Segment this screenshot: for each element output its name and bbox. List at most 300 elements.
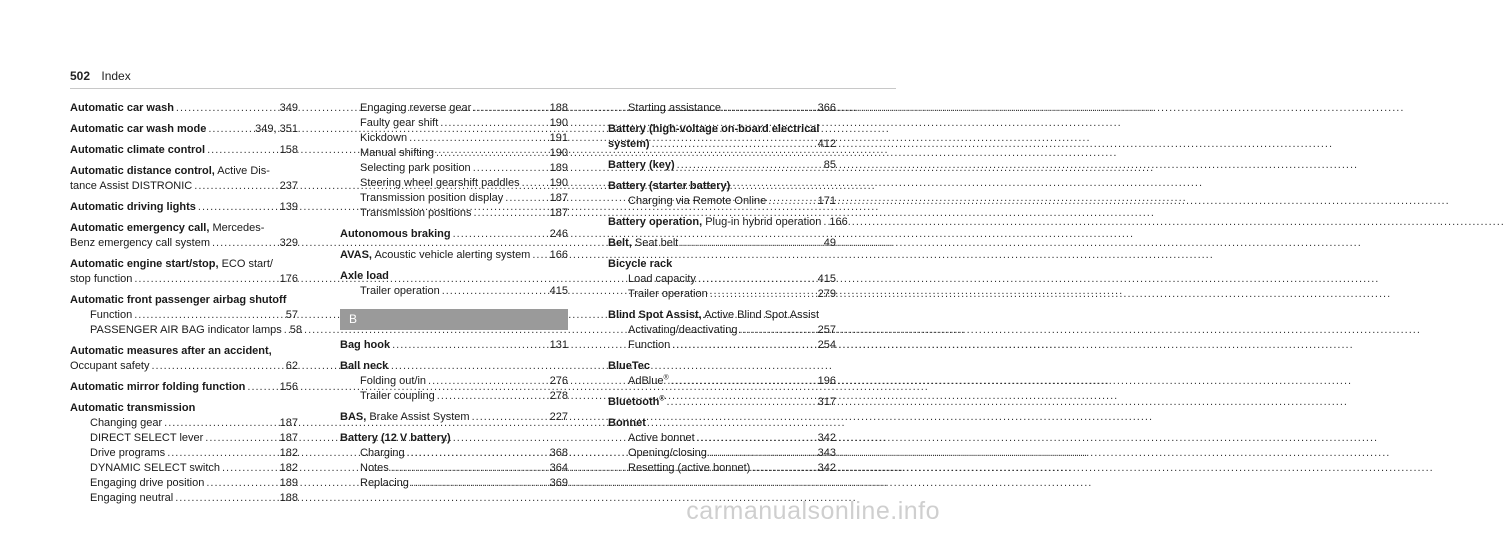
index-entry bbox=[608, 236, 836, 251]
index-term-line bbox=[70, 257, 298, 272]
dot-leader bbox=[697, 431, 816, 446]
page-reference: 317 bbox=[817, 396, 836, 408]
index-term-line bbox=[70, 143, 298, 158]
index-term bbox=[70, 402, 195, 414]
dot-leader bbox=[409, 131, 548, 146]
index-entry bbox=[70, 401, 298, 506]
page-reference: 412 bbox=[817, 138, 836, 150]
dot-leader bbox=[680, 236, 821, 251]
page-reference: 182 bbox=[279, 447, 298, 459]
index-term-text: Notes bbox=[360, 462, 389, 474]
index-term bbox=[70, 165, 270, 177]
page-reference: 182 bbox=[279, 462, 298, 474]
index-subentry bbox=[340, 101, 568, 116]
index-term bbox=[360, 374, 426, 389]
page-reference: 176 bbox=[279, 273, 298, 285]
index-term-text: Active bonnet bbox=[628, 432, 695, 444]
index-term-line bbox=[340, 359, 568, 374]
index-term-text: Acoustic vehicle alerting system bbox=[372, 249, 531, 261]
index-term-text: DYNAMIC SELECT switch bbox=[90, 462, 220, 474]
index-column-1 bbox=[70, 101, 303, 506]
index-entry bbox=[70, 221, 298, 251]
index-entry bbox=[608, 359, 836, 389]
page-reference: 49 bbox=[823, 237, 836, 249]
dot-leader bbox=[739, 323, 815, 338]
registered-mark: ® bbox=[659, 395, 665, 403]
index-term-text: DIRECT SELECT lever bbox=[90, 432, 204, 444]
index-subentry bbox=[70, 491, 298, 506]
page-reference: 158 bbox=[279, 144, 298, 156]
index-term bbox=[70, 122, 206, 137]
index-term-line bbox=[608, 308, 836, 323]
index-term-line bbox=[608, 395, 836, 410]
index-term-text: Drive programs bbox=[90, 447, 166, 459]
index-term bbox=[70, 258, 273, 270]
page-reference: 342 bbox=[817, 432, 836, 444]
dot-leader bbox=[407, 446, 548, 461]
dot-leader bbox=[473, 161, 548, 176]
index-term-text: Replacing bbox=[360, 477, 409, 489]
index-term bbox=[70, 179, 192, 194]
index-term bbox=[340, 270, 389, 282]
index-term-text: Trailer coupling bbox=[360, 390, 435, 402]
index-subentry bbox=[608, 461, 836, 476]
index-subentry bbox=[70, 461, 298, 476]
index-term bbox=[360, 176, 520, 191]
dot-leader bbox=[472, 410, 548, 425]
dot-leader bbox=[392, 338, 548, 353]
page-reference: 190 bbox=[549, 117, 568, 129]
index-term bbox=[70, 143, 205, 158]
page-reference: 257 bbox=[817, 324, 836, 336]
index-term-text: Transmission positions bbox=[360, 207, 472, 219]
dot-leader bbox=[222, 461, 278, 476]
index-term bbox=[360, 476, 409, 491]
index-entry bbox=[340, 101, 568, 221]
index-term-text: Automatic distance control, bbox=[70, 165, 215, 177]
index-term-line bbox=[70, 122, 298, 137]
index-term-text: Active Dis- bbox=[214, 165, 270, 177]
index-entry bbox=[608, 179, 836, 209]
index-term bbox=[608, 309, 819, 321]
dot-leader bbox=[522, 176, 548, 191]
index-subentry bbox=[340, 446, 568, 461]
index-term-text: Trailer operation bbox=[628, 288, 708, 300]
index-entry bbox=[70, 380, 298, 395]
index-term bbox=[340, 360, 388, 372]
index-term-text: Battery operation, bbox=[608, 216, 703, 228]
dot-leader bbox=[167, 446, 277, 461]
index-term-line bbox=[608, 158, 836, 173]
index-term-text: Belt, bbox=[608, 237, 632, 249]
dot-leader bbox=[442, 284, 548, 299]
index-subentry bbox=[340, 191, 568, 206]
dot-leader bbox=[411, 476, 548, 491]
index-term-line bbox=[608, 359, 836, 374]
index-term bbox=[90, 431, 203, 446]
page-reference: 349 bbox=[279, 102, 298, 114]
index-term-line bbox=[70, 344, 298, 359]
index-term-text: Kickdown bbox=[360, 132, 408, 144]
page-reference: 187 bbox=[549, 207, 568, 219]
dot-leader bbox=[208, 122, 253, 137]
watermark: carmanualsonline.info bbox=[686, 497, 940, 525]
index-term-text: Autonomous braking bbox=[340, 228, 451, 240]
index-entry bbox=[70, 164, 298, 194]
dot-leader bbox=[428, 374, 548, 389]
index-term bbox=[628, 272, 696, 287]
index-term-line bbox=[340, 269, 568, 284]
index-term-text: Brake Assist System bbox=[366, 411, 470, 423]
index-entry bbox=[608, 101, 836, 116]
index-term-text: Starting assistance bbox=[628, 102, 721, 114]
index-term-line bbox=[70, 293, 298, 308]
dot-leader bbox=[440, 116, 547, 131]
index-term-text: Charging via Remote Online bbox=[628, 195, 767, 207]
page-reference: 191 bbox=[549, 132, 568, 144]
index-term bbox=[628, 323, 737, 338]
index-term-text: Axle load bbox=[340, 270, 389, 282]
index-subentry bbox=[340, 176, 568, 191]
page-reference: 189 bbox=[549, 162, 568, 174]
index-term-text: Automatic mirror folding function bbox=[70, 381, 246, 393]
dot-leader bbox=[194, 179, 277, 194]
index-entry bbox=[340, 431, 568, 491]
index-subentry bbox=[608, 323, 836, 338]
dot-leader bbox=[698, 272, 816, 287]
page-reference: 171 bbox=[817, 195, 836, 207]
dot-leader bbox=[206, 476, 277, 491]
index-term-text: Plug-in hybrid operation bbox=[702, 216, 822, 228]
page-reference: 166 bbox=[549, 249, 568, 261]
index-entry bbox=[70, 257, 298, 287]
index-entry bbox=[340, 359, 568, 404]
dot-leader bbox=[175, 491, 277, 506]
index-term bbox=[360, 146, 434, 161]
index-term bbox=[360, 101, 471, 116]
page-reference: 343 bbox=[817, 447, 836, 459]
index-term-text: Battery (starter battery) bbox=[608, 180, 731, 192]
index-term-text: PASSENGER AIR BAG indicator lamps bbox=[90, 324, 282, 336]
index-term bbox=[628, 461, 750, 476]
index-term bbox=[360, 389, 435, 404]
index-term-text: Trailer operation bbox=[360, 285, 440, 297]
index-term bbox=[628, 446, 707, 461]
index-subentry bbox=[608, 374, 836, 389]
dot-leader bbox=[164, 416, 277, 431]
index-term bbox=[608, 123, 819, 135]
page-reference: 196 bbox=[817, 375, 836, 387]
section-title: Index bbox=[101, 69, 131, 83]
page-reference: 366 bbox=[817, 102, 836, 114]
index-term-line bbox=[340, 227, 568, 242]
dot-leader bbox=[677, 158, 822, 173]
index-term-text: Faulty gear shift bbox=[360, 117, 439, 129]
index-term bbox=[90, 491, 173, 506]
index-term-text: Automatic car wash bbox=[70, 102, 174, 114]
index-entry bbox=[608, 122, 836, 152]
index-term-text: Bicycle rack bbox=[608, 258, 673, 270]
index-term bbox=[608, 215, 821, 230]
page-reference: 187 bbox=[549, 192, 568, 204]
index-term-text: Manual shifting bbox=[360, 147, 434, 159]
dot-leader bbox=[453, 227, 548, 242]
index-subentry bbox=[340, 116, 568, 131]
page-reference: 156 bbox=[279, 381, 298, 393]
index-term-text: Bluetooth bbox=[608, 396, 660, 408]
index-subentry bbox=[70, 416, 298, 431]
index-term bbox=[90, 446, 165, 461]
index-term-text: AdBlue bbox=[628, 375, 664, 387]
index-letter-bar: B bbox=[340, 309, 568, 330]
index-subentry bbox=[340, 131, 568, 146]
index-subentry bbox=[608, 431, 836, 446]
dot-leader bbox=[207, 143, 278, 158]
page-reference: 62 bbox=[285, 360, 298, 372]
dot-leader bbox=[212, 236, 278, 251]
index-term-line bbox=[340, 248, 568, 263]
page-reference: 246 bbox=[549, 228, 568, 240]
index-term-text: Battery (high-voltage on-board electrical bbox=[608, 123, 820, 135]
index-term-text: Engaging neutral bbox=[90, 492, 174, 504]
page-reference: 278 bbox=[549, 390, 568, 402]
page-reference: 190 bbox=[549, 147, 568, 159]
index-term-text: Opening/closing bbox=[628, 447, 707, 459]
index-term-text: AVAS, bbox=[340, 249, 372, 261]
index-term-text: Active Blind Spot Assist bbox=[701, 309, 820, 321]
dot-leader bbox=[391, 461, 548, 476]
index-entry bbox=[340, 338, 568, 353]
index-entry bbox=[608, 308, 836, 353]
dot-leader bbox=[437, 389, 548, 404]
page-reference: 329 bbox=[279, 237, 298, 249]
index-term-line bbox=[608, 179, 836, 194]
index-term-text: Engaging reverse gear bbox=[360, 102, 472, 114]
index-term-line bbox=[340, 338, 568, 353]
index-term bbox=[340, 410, 470, 425]
index-term bbox=[70, 359, 150, 374]
dot-leader bbox=[671, 374, 816, 389]
index-term-text: Automatic engine start/stop, bbox=[70, 258, 219, 270]
index-subentry bbox=[608, 194, 836, 209]
index-term-text: Load capacity bbox=[628, 273, 696, 285]
dot-leader bbox=[473, 206, 547, 221]
index-entry bbox=[608, 257, 836, 302]
index-term-text: ECO start/ bbox=[218, 258, 273, 270]
dot-leader bbox=[709, 446, 816, 461]
index-term-text: Mercedes- bbox=[209, 222, 265, 234]
index-term-text: Automatic transmission bbox=[70, 402, 196, 414]
index-term bbox=[608, 395, 665, 410]
index-term bbox=[608, 180, 730, 192]
dot-leader bbox=[652, 137, 816, 152]
dot-leader bbox=[134, 308, 284, 323]
index-entry bbox=[608, 395, 836, 410]
index-term bbox=[360, 116, 438, 131]
page-reference: 368 bbox=[549, 447, 568, 459]
index-subentry bbox=[340, 284, 568, 299]
index-term-text: Charging bbox=[360, 447, 405, 459]
dot-leader bbox=[134, 272, 277, 287]
index-term bbox=[360, 461, 389, 476]
index-term-text: Bag hook bbox=[340, 339, 391, 351]
index-entry bbox=[70, 143, 298, 158]
page-reference: 139 bbox=[279, 201, 298, 213]
index-term-text: Automatic front passenger airbag shutoff bbox=[70, 294, 287, 306]
index-term-line bbox=[70, 164, 298, 179]
index-term bbox=[70, 222, 264, 234]
index-term-text: Benz emergency call system bbox=[70, 237, 210, 249]
index-term-text: Automatic emergency call, bbox=[70, 222, 210, 234]
index-entry bbox=[340, 410, 568, 425]
page-number: 502 bbox=[70, 69, 91, 83]
page-reference: 279 bbox=[817, 288, 836, 300]
index-term bbox=[628, 431, 695, 446]
index-term bbox=[360, 161, 471, 176]
index-term-text: BlueTec bbox=[608, 360, 650, 372]
index-term bbox=[360, 191, 503, 206]
index-term-text: Changing gear bbox=[90, 417, 163, 429]
index-entry bbox=[70, 293, 303, 338]
dot-leader bbox=[532, 248, 547, 263]
index-term-text: Blind Spot Assist, bbox=[608, 309, 702, 321]
index-term-text: stop function bbox=[70, 273, 133, 285]
dot-leader bbox=[768, 194, 815, 209]
index-term bbox=[360, 206, 471, 221]
index-term-line bbox=[608, 416, 836, 431]
dot-leader bbox=[152, 359, 284, 374]
dot-leader bbox=[436, 146, 548, 161]
page-reference: 188 bbox=[549, 102, 568, 114]
dot-leader bbox=[710, 287, 816, 302]
index-term-text: Transmission position display bbox=[360, 192, 504, 204]
index-term bbox=[70, 101, 174, 116]
page-header bbox=[70, 69, 131, 83]
index-subentry bbox=[70, 476, 298, 491]
index-subentry bbox=[70, 308, 298, 323]
index-term bbox=[340, 227, 451, 242]
index-term bbox=[360, 131, 407, 146]
index-term bbox=[70, 200, 196, 215]
index-term-text: Automatic car wash mode bbox=[70, 123, 207, 135]
page-reference: 166 bbox=[829, 216, 848, 228]
index-term-text: Resetting (active bonnet) bbox=[628, 462, 751, 474]
index-term-line bbox=[608, 215, 848, 230]
index-subentry bbox=[340, 476, 568, 491]
index-entry bbox=[70, 200, 298, 215]
index-term-line bbox=[70, 200, 298, 215]
index-term bbox=[70, 236, 210, 251]
index-term bbox=[608, 258, 672, 270]
index-subentry bbox=[608, 272, 836, 287]
index-term bbox=[628, 194, 766, 209]
page-reference: 57 bbox=[285, 309, 298, 321]
index-term-text: Bonnet bbox=[608, 417, 646, 429]
index-term bbox=[70, 272, 132, 287]
dot-leader bbox=[823, 215, 827, 230]
index-term-text: Ball neck bbox=[340, 360, 389, 372]
dot-leader bbox=[752, 461, 815, 476]
index-entry bbox=[608, 158, 836, 173]
index-term-line bbox=[608, 236, 836, 251]
index-column-2 bbox=[340, 101, 568, 491]
index-term bbox=[628, 101, 721, 116]
index-term-text: Function bbox=[628, 339, 671, 351]
index-term bbox=[90, 476, 204, 491]
page-reference: 276 bbox=[549, 375, 568, 387]
index-term-line bbox=[608, 122, 836, 137]
page-reference: 349, 351 bbox=[255, 123, 298, 135]
dot-leader bbox=[473, 101, 547, 116]
page-reference: 58 bbox=[289, 324, 303, 336]
index-entry bbox=[340, 269, 568, 299]
index-term-text: Automatic measures after an accident, bbox=[70, 345, 272, 357]
index-term-text: Seat belt bbox=[631, 237, 679, 249]
page-reference: 85 bbox=[823, 159, 836, 171]
index-term-text: Occupant safety bbox=[70, 360, 150, 372]
page-reference: 187 bbox=[279, 432, 298, 444]
index-term bbox=[628, 338, 670, 353]
index-entry bbox=[608, 416, 836, 476]
index-subentry bbox=[608, 446, 836, 461]
dot-leader bbox=[176, 101, 278, 116]
registered-mark: ® bbox=[663, 374, 669, 382]
dot-leader bbox=[198, 200, 278, 215]
dot-leader bbox=[723, 101, 816, 116]
index-term-text: Automatic climate control bbox=[70, 144, 206, 156]
index-entry bbox=[608, 215, 848, 230]
index-term bbox=[608, 417, 646, 429]
index-term bbox=[628, 374, 669, 389]
index-term bbox=[70, 380, 245, 395]
index-term bbox=[90, 308, 132, 323]
page-reference: 415 bbox=[817, 273, 836, 285]
index-term bbox=[90, 461, 220, 476]
index-term-text: tance Assist DISTRONIC bbox=[70, 180, 193, 192]
index-term-text: Steering wheel gearshift paddles bbox=[360, 177, 520, 189]
index-term bbox=[90, 323, 282, 338]
index-term bbox=[360, 446, 405, 461]
index-term-line bbox=[70, 221, 298, 236]
dot-leader bbox=[284, 323, 288, 338]
index-entry bbox=[70, 122, 298, 137]
index-term-text: Automatic driving lights bbox=[70, 201, 196, 213]
page-reference: 369 bbox=[549, 477, 568, 489]
index-subentry bbox=[608, 101, 836, 116]
header-rule bbox=[70, 88, 896, 89]
index-subentry bbox=[340, 461, 568, 476]
index-subentry bbox=[340, 374, 568, 389]
dot-leader bbox=[667, 395, 816, 410]
index-term bbox=[340, 432, 451, 444]
index-term-line bbox=[70, 101, 298, 116]
page-reference: 188 bbox=[279, 492, 298, 504]
dot-leader bbox=[205, 431, 277, 446]
index-term-text: Folding out/in bbox=[360, 375, 427, 387]
index-entry bbox=[70, 101, 298, 116]
index-subentry bbox=[340, 161, 568, 176]
index-term-line bbox=[70, 380, 298, 395]
index-term bbox=[608, 158, 675, 173]
index-entry bbox=[70, 344, 298, 374]
index-subentry bbox=[340, 146, 568, 161]
index-term-line bbox=[70, 236, 298, 251]
index-term-line bbox=[340, 431, 568, 446]
index-term bbox=[340, 338, 390, 353]
index-term bbox=[360, 284, 440, 299]
index-subentry bbox=[70, 446, 298, 461]
index-term bbox=[608, 137, 650, 152]
